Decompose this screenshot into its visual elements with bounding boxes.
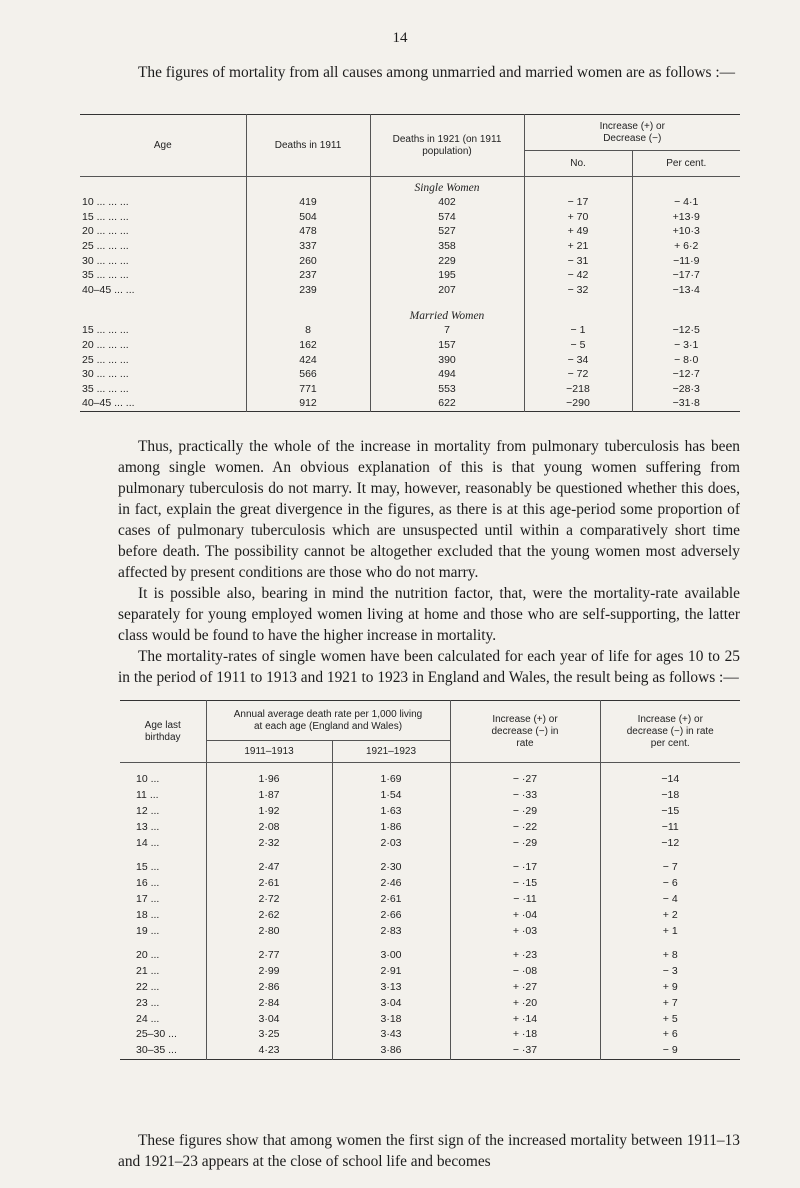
spacer-cell — [524, 177, 632, 196]
change-percent-cell: +10·3 — [632, 224, 740, 239]
increase-rate-cell: − ·15 — [450, 876, 600, 892]
spacer-cell — [450, 851, 600, 860]
table-row — [120, 995, 740, 1011]
group-gap — [120, 939, 740, 948]
deaths-1921-cell: 494 — [370, 367, 524, 382]
table-row — [120, 804, 740, 820]
rate-1921-cell: 3·04 — [332, 995, 450, 1011]
change-percent-cell: + 6·2 — [632, 239, 740, 254]
change-percent-cell: +13·9 — [632, 210, 740, 225]
header-no: No. — [524, 151, 632, 177]
age-last-birthday-cell: 14 ... — [136, 836, 160, 849]
change-percent-cell: −31·8 — [632, 396, 740, 411]
header-period-1921: 1921–1923 — [332, 741, 450, 763]
rate-1921-cell: 2·66 — [332, 907, 450, 923]
increase-percent-cell: −15 — [600, 804, 740, 820]
deaths-1911-cell: 337 — [246, 239, 370, 254]
rate-1921-cell: 3·43 — [332, 1027, 450, 1043]
table-row — [80, 224, 740, 239]
increase-percent-cell: + 5 — [600, 1011, 740, 1027]
age-last-birthday-cell: 19 ... — [136, 924, 160, 937]
age-last-birthday-cell: 24 ... — [136, 1012, 160, 1025]
increase-percent-cell: + 9 — [600, 980, 740, 996]
table-row — [120, 835, 740, 851]
deaths-1911-cell: 424 — [246, 352, 370, 367]
deaths-1911-cell: 237 — [246, 268, 370, 283]
spacer-cell — [600, 851, 740, 860]
increase-rate-cell: − ·29 — [450, 835, 600, 851]
paragraph-1: Thus, practically the whole of the increase in mortality from pulmonary tuberculosis has been among single women. An obvious explanation of this is that young women suffering from pulmonary tuberculosis do not marry. It may, however, reasonably be questioned whether this does, in fact, explain the great divergence in the figures, as there is at this age-period some proportion of cases of pulmonary tuberculosis which are unsuspected until within a comparatively short time before death. The possibility cannot be altogether excluded that the young women most adversely affected by present conditions are those who do not marry. — [118, 438, 740, 581]
header-increase-percent: Increase (+) or decrease (−) in rate per cent. — [600, 701, 740, 763]
death-rate-table — [120, 700, 740, 1060]
table-row — [120, 892, 740, 908]
age-cell: 25 ... ... ... — [82, 353, 129, 366]
table-row — [80, 323, 740, 338]
table-row — [80, 367, 740, 382]
spacer-cell — [206, 939, 332, 948]
change-number-cell: − 34 — [524, 352, 632, 367]
rate-1911-cell: 3·04 — [206, 1011, 332, 1027]
deaths-1911-cell: 8 — [246, 323, 370, 338]
group-gap — [120, 763, 740, 773]
rate-1911-cell: 2·84 — [206, 995, 332, 1011]
deaths-1911-cell: 419 — [246, 195, 370, 210]
spacer-cell — [600, 763, 740, 773]
deaths-1921-cell: 7 — [370, 323, 524, 338]
rate-1921-cell: 2·03 — [332, 835, 450, 851]
table-row — [120, 876, 740, 892]
table-row — [120, 980, 740, 996]
change-percent-cell: −12·7 — [632, 367, 740, 382]
header-age-last-birthday: Age last birthday — [120, 701, 206, 763]
table-row — [80, 195, 740, 210]
increase-rate-cell: − ·17 — [450, 860, 600, 876]
rate-1921-cell: 1·54 — [332, 788, 450, 804]
spacer-cell — [332, 851, 450, 860]
change-percent-cell: −13·4 — [632, 283, 740, 298]
table-row — [120, 819, 740, 835]
table-row — [80, 283, 740, 298]
increase-rate-cell: + ·23 — [450, 948, 600, 964]
header-deaths-1921: Deaths in 1921 (on 1911 population) — [370, 115, 524, 177]
table-row — [120, 948, 740, 964]
change-percent-cell: −28·3 — [632, 382, 740, 397]
change-number-cell: + 21 — [524, 239, 632, 254]
table-row — [120, 772, 740, 788]
age-last-birthday-cell: 20 ... — [136, 949, 160, 962]
age-last-birthday-cell: 11 ... — [136, 789, 159, 802]
deaths-1921-cell: 390 — [370, 352, 524, 367]
age-last-birthday-cell: 21 ... — [136, 965, 160, 978]
increase-rate-cell: − ·37 — [450, 1043, 600, 1059]
age-last-birthday-cell: 25–30 ... — [136, 1028, 177, 1041]
age-last-birthday-cell: 10 ... — [136, 773, 160, 786]
change-number-cell: − 17 — [524, 195, 632, 210]
increase-percent-cell: −12 — [600, 835, 740, 851]
increase-rate-cell: + ·14 — [450, 1011, 600, 1027]
spacer-cell — [120, 763, 206, 773]
paragraph-2: It is possible also, bearing in mind the nutrition factor, that, were the mortality-rate available separately for young employed women living at home and those who are self-supporting, the latter class would be found to have the higher increase in mortality. — [118, 585, 740, 644]
change-number-cell: + 49 — [524, 224, 632, 239]
table-row — [120, 860, 740, 876]
increase-percent-cell: + 1 — [600, 923, 740, 939]
increase-percent-cell: − 9 — [600, 1043, 740, 1059]
deaths-1921-cell: 402 — [370, 195, 524, 210]
age-cell: 40–45 ... ... — [82, 283, 135, 296]
deaths-1911-cell: 478 — [246, 224, 370, 239]
rate-1921-cell: 2·30 — [332, 860, 450, 876]
rate-1911-cell: 2·47 — [206, 860, 332, 876]
mortality-table-body — [80, 177, 740, 412]
change-percent-cell: − 3·1 — [632, 338, 740, 353]
rate-1911-cell: 2·77 — [206, 948, 332, 964]
rate-1911-cell: 2·62 — [206, 907, 332, 923]
change-number-cell: − 31 — [524, 253, 632, 268]
increase-rate-cell: − ·27 — [450, 772, 600, 788]
increase-rate-cell: − ·11 — [450, 892, 600, 908]
table-row — [120, 1043, 740, 1059]
spacer-cell — [120, 851, 206, 860]
change-percent-cell: −11·9 — [632, 253, 740, 268]
header-change: Increase (+) or Decrease (−) — [524, 115, 740, 151]
header-deaths-1911: Deaths in 1911 — [246, 115, 370, 177]
rate-1921-cell: 3·86 — [332, 1043, 450, 1059]
deaths-1921-cell: 553 — [370, 382, 524, 397]
rate-1921-cell: 2·46 — [332, 876, 450, 892]
age-last-birthday-cell: 22 ... — [136, 980, 160, 993]
increase-percent-cell: −18 — [600, 788, 740, 804]
section-title: Married Women — [370, 297, 524, 323]
deaths-1921-cell: 527 — [370, 224, 524, 239]
spacer-cell — [524, 297, 632, 323]
change-number-cell: − 42 — [524, 268, 632, 283]
table-row — [120, 1027, 740, 1043]
spacer-cell — [246, 297, 370, 323]
spacer-cell — [332, 763, 450, 773]
change-percent-cell: −17·7 — [632, 268, 740, 283]
deaths-1911-cell: 260 — [246, 253, 370, 268]
age-last-birthday-cell: 15 ... — [136, 861, 160, 874]
age-cell: 10 ... ... ... — [82, 196, 129, 209]
deaths-1911-cell: 912 — [246, 396, 370, 411]
table-row — [80, 352, 740, 367]
deaths-1911-cell: 566 — [246, 367, 370, 382]
rate-1911-cell: 2·32 — [206, 835, 332, 851]
table-row — [80, 239, 740, 254]
increase-percent-cell: − 4 — [600, 892, 740, 908]
change-number-cell: − 5 — [524, 338, 632, 353]
age-cell: 20 ... ... ... — [82, 225, 129, 238]
rate-1921-cell: 2·83 — [332, 923, 450, 939]
change-percent-cell: − 8·0 — [632, 352, 740, 367]
age-last-birthday-cell: 30–35 ... — [136, 1044, 177, 1057]
table-row — [80, 382, 740, 397]
group-gap — [120, 851, 740, 860]
paragraph-4: These figures show that among women the first sign of the increased mortality between 1911–13 and 1921–23 appears at the close of school life and becomes — [118, 1132, 740, 1170]
increase-rate-cell: + ·18 — [450, 1027, 600, 1043]
age-cell: 25 ... ... ... — [82, 240, 129, 253]
increase-percent-cell: + 7 — [600, 995, 740, 1011]
change-number-cell: − 72 — [524, 367, 632, 382]
death-rate-table-body — [120, 763, 740, 1060]
increase-rate-cell: − ·08 — [450, 964, 600, 980]
section-title: Single Women — [370, 177, 524, 196]
age-cell: 30 ... ... ... — [82, 254, 129, 267]
deaths-1921-cell: 229 — [370, 253, 524, 268]
change-number-cell: −290 — [524, 396, 632, 411]
change-number-cell: − 1 — [524, 323, 632, 338]
increase-percent-cell: −14 — [600, 772, 740, 788]
rate-1911-cell: 2·86 — [206, 980, 332, 996]
intro-paragraph: The figures of mortality from all causes among unmarried and married women are as follows :— — [138, 64, 736, 81]
spacer-cell — [600, 939, 740, 948]
spacer-cell — [80, 297, 246, 323]
change-number-cell: + 70 — [524, 210, 632, 225]
rate-1921-cell: 2·91 — [332, 964, 450, 980]
rate-1911-cell: 2·61 — [206, 876, 332, 892]
table-row — [120, 907, 740, 923]
rate-1911-cell: 1·87 — [206, 788, 332, 804]
rate-1921-cell: 1·63 — [332, 804, 450, 820]
table-row — [80, 268, 740, 283]
increase-percent-cell: − 3 — [600, 964, 740, 980]
age-cell: 15 ... ... ... — [82, 210, 129, 223]
increase-percent-cell: − 7 — [600, 860, 740, 876]
age-last-birthday-cell: 12 ... — [136, 804, 160, 817]
spacer-cell — [632, 297, 740, 323]
rate-1911-cell: 2·72 — [206, 892, 332, 908]
age-cell: 20 ... ... ... — [82, 339, 129, 352]
change-number-cell: − 32 — [524, 283, 632, 298]
increase-rate-cell: + ·04 — [450, 907, 600, 923]
age-cell: 35 ... ... ... — [82, 382, 129, 395]
rate-1921-cell: 3·00 — [332, 948, 450, 964]
table-row — [80, 210, 740, 225]
rate-1911-cell: 2·99 — [206, 964, 332, 980]
increase-percent-cell: + 8 — [600, 948, 740, 964]
age-last-birthday-cell: 13 ... — [136, 820, 160, 833]
table-row — [120, 964, 740, 980]
header-age: Age — [80, 115, 246, 177]
table-row — [120, 923, 740, 939]
deaths-1911-cell: 162 — [246, 338, 370, 353]
spacer-cell — [206, 851, 332, 860]
page-number: 14 — [392, 30, 408, 46]
increase-rate-cell: − ·22 — [450, 819, 600, 835]
header-period-1911: 1911–1913 — [206, 741, 332, 763]
header-pct: Per cent. — [632, 151, 740, 177]
table-row — [80, 253, 740, 268]
change-percent-cell: −12·5 — [632, 323, 740, 338]
age-cell: 40–45 ... ... — [82, 397, 135, 410]
increase-percent-cell: + 6 — [600, 1027, 740, 1043]
table-row — [80, 396, 740, 411]
deaths-1921-cell: 157 — [370, 338, 524, 353]
increase-rate-cell: + ·27 — [450, 980, 600, 996]
increase-percent-cell: + 2 — [600, 907, 740, 923]
spacer-cell — [450, 763, 600, 773]
spacer-cell — [80, 177, 246, 196]
table-row — [80, 338, 740, 353]
table-row — [120, 1011, 740, 1027]
rate-1921-cell: 1·86 — [332, 819, 450, 835]
deaths-1921-cell: 574 — [370, 210, 524, 225]
rate-1911-cell: 1·92 — [206, 804, 332, 820]
deaths-1921-cell: 622 — [370, 396, 524, 411]
rate-1911-cell: 3·25 — [206, 1027, 332, 1043]
age-cell: 35 ... ... ... — [82, 269, 129, 282]
rate-1921-cell: 2·61 — [332, 892, 450, 908]
mortality-table — [80, 114, 740, 412]
rate-1921-cell: 1·69 — [332, 772, 450, 788]
deaths-1911-cell: 504 — [246, 210, 370, 225]
increase-rate-cell: − ·29 — [450, 804, 600, 820]
rate-1911-cell: 2·80 — [206, 923, 332, 939]
change-percent-cell: − 4·1 — [632, 195, 740, 210]
rate-1921-cell: 3·13 — [332, 980, 450, 996]
rate-1921-cell: 3·18 — [332, 1011, 450, 1027]
increase-percent-cell: −11 — [600, 819, 740, 835]
spacer-cell — [632, 177, 740, 196]
age-cell: 15 ... ... ... — [82, 324, 129, 337]
header-increase-rate: Increase (+) or decrease (−) in rate — [450, 701, 600, 763]
section-row — [80, 297, 740, 323]
paragraph-3: The mortality-rates of single women have been calculated for each year of life for ages 10 to 25 in the period of 1911 to 1913 and 1921 to 1923 in England and Wales, the result being as follows :— — [118, 648, 740, 686]
age-last-birthday-cell: 23 ... — [136, 996, 160, 1009]
deaths-1911-cell: 239 — [246, 283, 370, 298]
increase-rate-cell: + ·20 — [450, 995, 600, 1011]
spacer-cell — [246, 177, 370, 196]
age-last-birthday-cell: 16 ... — [136, 877, 160, 890]
age-last-birthday-cell: 17 ... — [136, 892, 160, 905]
spacer-cell — [450, 939, 600, 948]
change-number-cell: −218 — [524, 382, 632, 397]
increase-percent-cell: − 6 — [600, 876, 740, 892]
deaths-1911-cell: 771 — [246, 382, 370, 397]
age-cell: 30 ... ... ... — [82, 368, 129, 381]
rate-1911-cell: 1·96 — [206, 772, 332, 788]
rate-1911-cell: 4·23 — [206, 1043, 332, 1059]
deaths-1921-cell: 195 — [370, 268, 524, 283]
spacer-cell — [120, 939, 206, 948]
section-row — [80, 177, 740, 196]
spacer-cell — [206, 763, 332, 773]
age-last-birthday-cell: 18 ... — [136, 908, 160, 921]
table-row — [120, 788, 740, 804]
deaths-1921-cell: 207 — [370, 283, 524, 298]
spacer-cell — [332, 939, 450, 948]
deaths-1921-cell: 358 — [370, 239, 524, 254]
rate-1911-cell: 2·08 — [206, 819, 332, 835]
increase-rate-cell: + ·03 — [450, 923, 600, 939]
header-death-rate: Annual average death rate per 1,000 living at each age (England and Wales) — [206, 701, 450, 741]
increase-rate-cell: − ·33 — [450, 788, 600, 804]
